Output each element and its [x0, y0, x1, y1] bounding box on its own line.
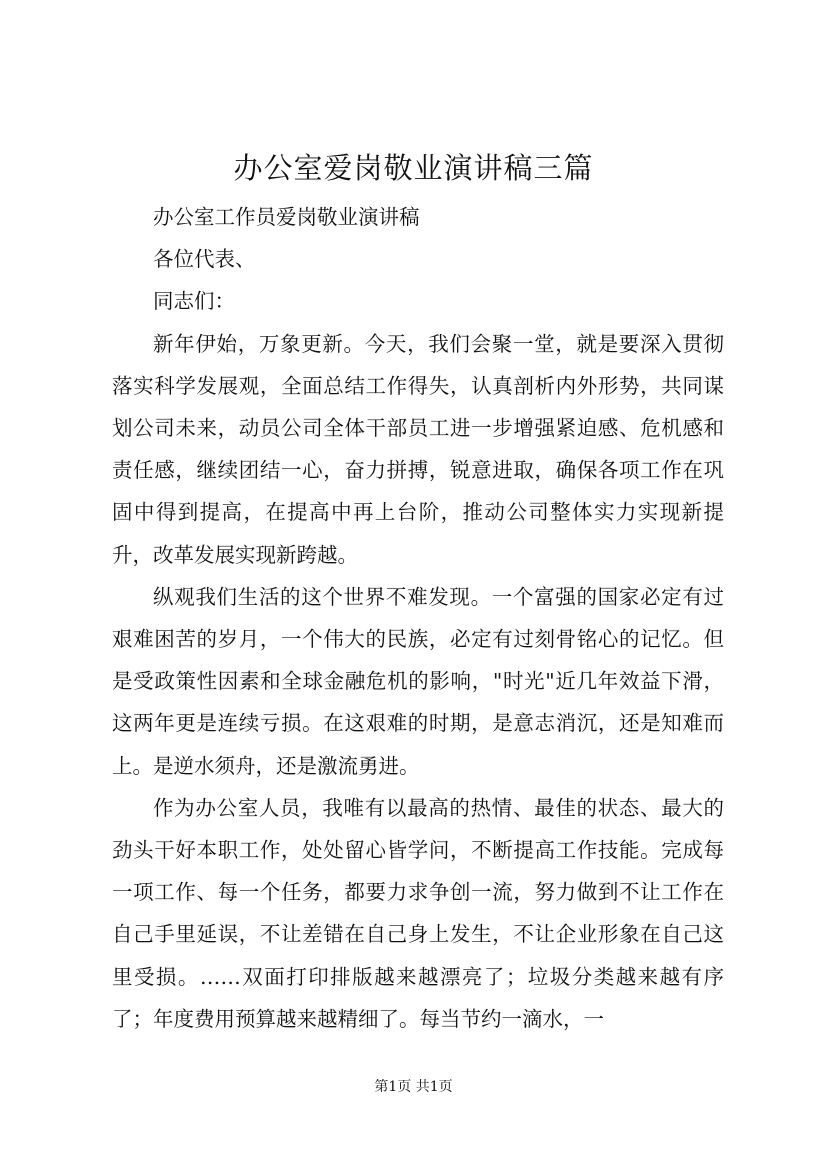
salutation-paragraph: 各位代表、 [153, 247, 256, 272]
body-paragraph: 新年伊始，万象更新。今天，我们会聚一堂，就是要深入贯彻落实科学发展观，全面总结工作得失，认真剖析内外形势，共同谋划公司未来，动员公司全体干部员工进一步增强紧迫感、危机感和责任感，继续团结一心，奋力拼搏，锐意进取，确保各项工作在巩固中得到提高，在提高中再上台阶，推动公司整体实力实现新提升，改革发展实现新跨越。 [112, 331, 724, 567]
subtitle-paragraph: 办公室工作员爱岗敬业演讲稿 [153, 205, 420, 229]
body-paragraph: 纵观我们生活的这个世界不难发现。一个富强的国家必定有过艰难困苦的岁月，一个伟大的民族，必定有过刻骨铭心的记忆。但是受政策性因素和全球金融危机的影响，"时光"近几年效益下滑，这两年更是连续亏损。在这艰难的时期，是意志消沉，还是知难而上。是逆水须舟，还是激流勇进。 [112, 584, 724, 778]
page-footer: 第1页 共1页 [374, 1079, 453, 1095]
document-title: 办公室爱岗敬业演讲稿三篇 [233, 151, 594, 185]
body-paragraph: 作为办公室人员，我唯有以最高的热情、最佳的状态、最大的劲头干好本职工作，处处留心皆学问，不断提高工作技能。完成每一项工作、每一个任务，都要力求争创一流，努力做到不让工作在自己手里延误，不让差错在自己身上发生，不让企业形象在自己这里受损。……双面打印排版越来越漂亮了；垃圾分类越来越有序了；年度费用预算越来越精细了。每当节约一滴水，一 [112, 795, 724, 1031]
document-body [112, 196, 724, 1040]
salutation-paragraph: 同志们： [153, 289, 235, 314]
